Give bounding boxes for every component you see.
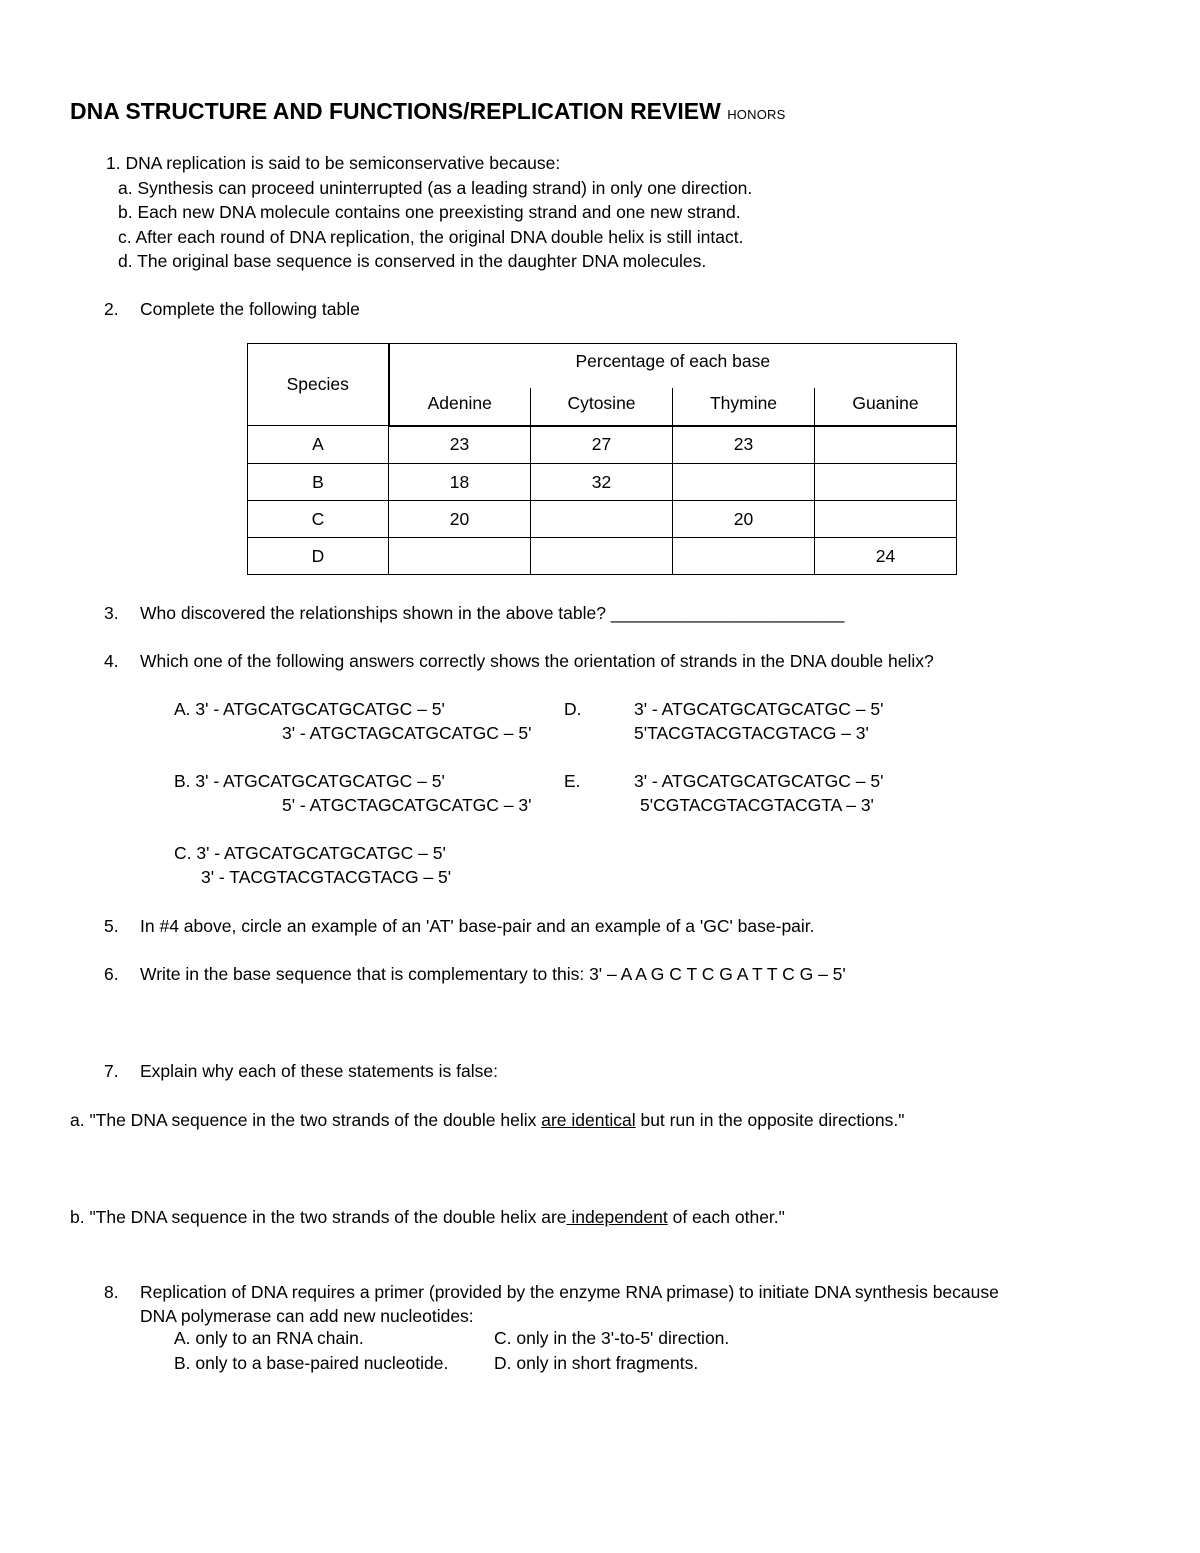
q3-text: Who discovered the relationships shown in the above table? ________________________ — [140, 603, 845, 623]
q2-number: 2. — [104, 299, 119, 319]
species-cell: C — [248, 500, 389, 537]
q1-option-d: d. The original base sequence is conserved in the daughter DNA molecules. — [118, 251, 707, 271]
q7-a-post: but run in the opposite directions." — [635, 1110, 905, 1130]
q8-line1: Replication of DNA requires a primer (provided by the enzyme RNA primase) to initiate DNA synthesis because — [140, 1282, 999, 1302]
cytosine-cell — [531, 537, 673, 574]
thymine-cell — [673, 537, 815, 574]
q4-option-c-line1: C. 3' - ATGCATGCATGCATGC – 5' — [174, 843, 446, 863]
thymine-cell: 20 — [673, 500, 815, 537]
q6-number: 6. — [104, 964, 119, 984]
cytosine-cell: 32 — [531, 463, 673, 500]
thymine-cell: 23 — [673, 426, 815, 464]
base-percentage-table — [247, 343, 957, 575]
q8 — [104, 1280, 999, 1305]
q4-option-e-line2: 5'CGTACGTACGTACGTA – 3' — [640, 795, 874, 815]
guanine-cell — [815, 463, 957, 500]
adenine-cell: 18 — [389, 463, 531, 500]
q8-option-a: A. only to an RNA chain. — [174, 1328, 364, 1348]
q1-option-b: b. Each new DNA molecule contains one preexisting strand and one new strand. — [118, 202, 741, 222]
adenine-cell: 20 — [389, 500, 531, 537]
column-header-cytosine: Cytosine — [531, 388, 673, 426]
q4-option-b-line1: B. 3' - ATGCATGCATGCATGC – 5' — [174, 771, 445, 791]
q4-option-e-label: E. — [564, 771, 581, 791]
species-header: Species — [248, 344, 389, 426]
q5-number: 5. — [104, 916, 119, 936]
guanine-cell — [815, 426, 957, 464]
percentage-group-header: Percentage of each base — [389, 344, 957, 388]
guanine-cell: 24 — [815, 537, 957, 574]
q8-line2: DNA polymerase can add new nucleotides: — [140, 1306, 474, 1326]
q7-b-underlined: independent — [566, 1207, 668, 1227]
species-cell: D — [248, 537, 389, 574]
q1-option-a: a. Synthesis can proceed uninterrupted (as a leading strand) in only one direction. — [118, 178, 753, 198]
q7-a-pre: a. "The DNA sequence in the two strands of the double helix — [70, 1110, 542, 1130]
q2-text: Complete the following table — [140, 299, 360, 319]
q4-option-d-line1: 3' - ATGCATGCATGCATGC – 5' — [634, 699, 884, 719]
q7-statement-a — [70, 1108, 904, 1133]
q4-option-c-line2: 3' - TACGTACGTACGTACG – 5' — [201, 867, 452, 887]
q4-option-d-label: D. — [564, 699, 582, 719]
q7 — [104, 1059, 498, 1084]
q4-option-a-line2: 3' - ATGCTAGCATGCATGC – 5' — [282, 723, 532, 743]
adenine-cell — [389, 537, 531, 574]
q8-option-b: B. only to a base-paired nucleotide. — [174, 1353, 449, 1373]
q6 — [104, 962, 846, 987]
column-header-thymine: Thymine — [673, 388, 815, 426]
column-header-guanine: Guanine — [815, 388, 957, 426]
species-cell: A — [248, 426, 389, 464]
q7-statement-b — [70, 1205, 785, 1230]
q7-a-underlined: are identical — [541, 1110, 636, 1130]
q1-stem: 1. DNA replication is said to be semiconservative because: — [106, 153, 561, 173]
q5 — [104, 914, 815, 939]
q8-option-d: D. only in short fragments. — [494, 1353, 699, 1373]
worksheet-title — [70, 97, 785, 129]
thymine-cell — [673, 463, 815, 500]
q6-text: Write in the base sequence that is complementary to this: 3' – A A G C T C G A T T C G – 5' — [140, 964, 846, 984]
q4 — [104, 649, 934, 674]
q7-number: 7. — [104, 1061, 119, 1081]
q5-text: In #4 above, circle an example of an 'AT' base-pair and an example of a 'GC' base-pair. — [140, 916, 815, 936]
q7-b-post: of each other." — [667, 1207, 785, 1227]
q3-number: 3. — [104, 603, 119, 623]
table-row — [248, 500, 957, 537]
q7-b-pre: b. "The DNA sequence in the two strands of the double helix are — [70, 1207, 567, 1227]
title-honors-tag: HONORS — [727, 107, 786, 122]
q4-text: Which one of the following answers correctly shows the orientation of strands in the DNA double helix? — [140, 651, 934, 671]
q8-option-c: C. only in the 3'-to-5' direction. — [494, 1328, 730, 1348]
q4-number: 4. — [104, 651, 119, 671]
q2 — [104, 297, 360, 322]
column-header-adenine: Adenine — [389, 388, 531, 426]
cytosine-cell — [531, 500, 673, 537]
species-cell: B — [248, 463, 389, 500]
q4-option-d-line2: 5'TACGTACGTACGTACG – 3' — [634, 723, 869, 743]
adenine-cell: 23 — [389, 426, 531, 464]
q3 — [104, 601, 844, 626]
q4-option-e-line1: 3' - ATGCATGCATGCATGC – 5' — [634, 771, 884, 791]
table-row — [248, 537, 957, 574]
q4-option-b-line2: 5' - ATGCTAGCATGCATGC – 3' — [282, 795, 532, 815]
cytosine-cell: 27 — [531, 426, 673, 464]
q4-option-a-line1: A. 3' - ATGCATGCATGCATGC – 5' — [174, 699, 445, 719]
q1-option-c: c. After each round of DNA replication, the original DNA double helix is still intact. — [118, 227, 744, 247]
table-row — [248, 426, 957, 464]
q8-number: 8. — [104, 1282, 119, 1302]
guanine-cell — [815, 500, 957, 537]
table-row — [248, 463, 957, 500]
title-main: DNA STRUCTURE AND FUNCTIONS/REPLICATION REVIEW — [70, 98, 721, 124]
q7-text: Explain why each of these statements is false: — [140, 1061, 498, 1081]
